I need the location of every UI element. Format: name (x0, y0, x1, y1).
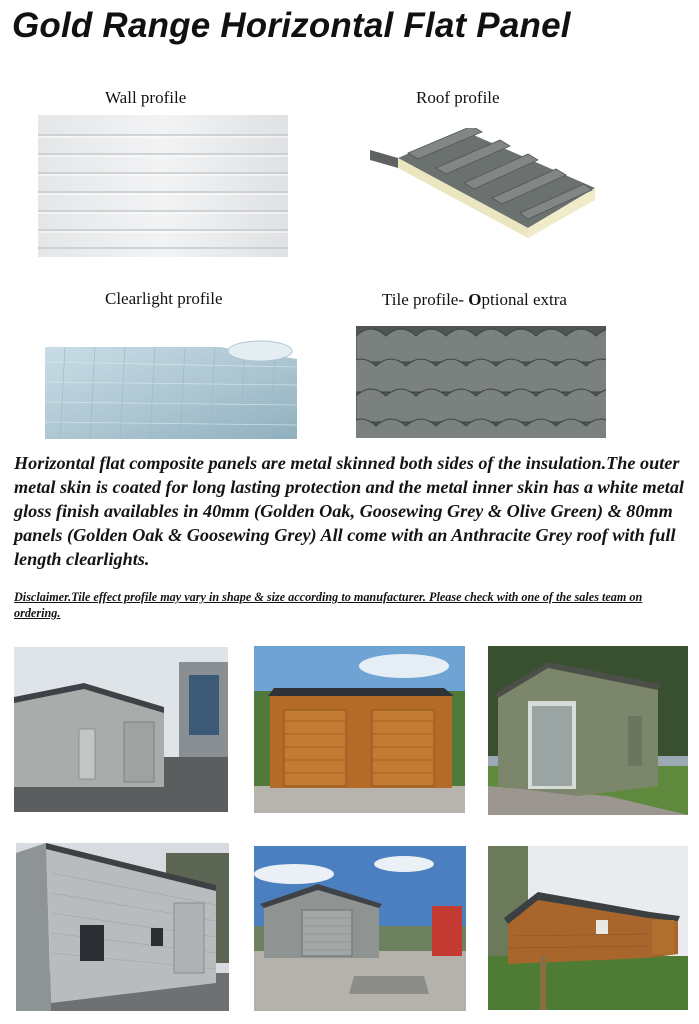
clearlight-profile-caption: Clearlight profile (105, 289, 223, 308)
photo-grey-building-office (14, 647, 228, 812)
tile-caption-part1: Tile profile- (382, 290, 469, 309)
clearlight-profile-image (45, 337, 297, 439)
tile-profile-image (356, 326, 606, 438)
page-title: Gold Range Horizontal Flat Panel (12, 6, 571, 45)
tile-caption-part2: ptional extra (481, 290, 567, 309)
roof-profile-caption: Roof profile (416, 88, 500, 107)
photo-grey-garage-roller-door (254, 846, 466, 1011)
photo-olive-green-building (488, 646, 688, 815)
photo-golden-oak-garage (254, 646, 465, 813)
photo-grey-building-closeup (16, 843, 229, 1011)
wall-profile-image (38, 115, 288, 257)
tile-profile-caption (382, 290, 567, 310)
roof-profile-image (370, 128, 600, 238)
tile-caption-bold-letter: O (468, 290, 482, 309)
disclaimer-text: Disclaimer.Tile effect profile may vary in shape & size according to manufacturer. Please check with one of the sales team on ordering. (14, 590, 643, 620)
photo-golden-oak-long-building (488, 846, 688, 1010)
product-description: Horizontal flat composite panels are metal skinned both sides of the insulation.The outer metal skin is coated for long lasting protection and the metal inner skin has a white metal gloss finish availables in 40mm (Golden Oak, Goosewing Grey & Olive Green) & 80mm panels (Golden Oak & Goosewing Grey) All come with an Anthracite Grey roof with full length clearlights. (14, 453, 684, 569)
wall-profile-caption: Wall profile (105, 88, 187, 107)
